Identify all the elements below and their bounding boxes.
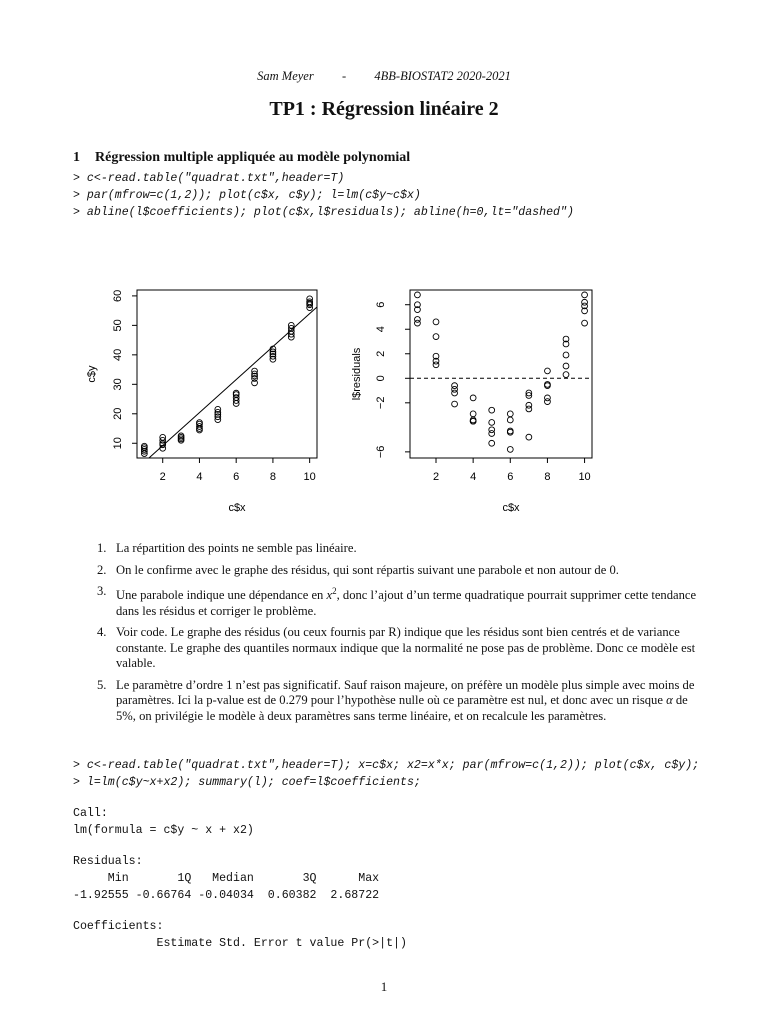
plot-frame [137, 290, 317, 458]
coefficients-header: Estimate Std. Error t value Pr(>|t|) [73, 937, 407, 950]
list-item: 2. On le confirme avec le graphe des résidus, qui sont répartis suivant une parabole et non autour de 0. [97, 562, 619, 577]
x-axis-label: c$x [502, 502, 520, 514]
scatter-plot-residuals [351, 290, 592, 514]
data-point [526, 406, 532, 412]
header-separator: - [341, 69, 347, 83]
header-course: 4BB-BIOSTAT2 2020-2021 [374, 69, 511, 83]
list-item: 1. La répartition des points ne semble pas linéaire. [97, 541, 357, 555]
list-item: 5. Le paramètre d’ordre 1 n’est pas significatif. Sauf raison majeure, on préfère un modèle plus simple avec moins de paramètres. Ici la p-value est de 0.279 pour l’hypothèse nulle où ce paramètre est nul, et donc avec un risque α de 5%, on privilégie le modèle à deux paramètres sans terme linéaire, et on recalcule les paramètres. [97, 677, 695, 723]
data-point [433, 362, 439, 368]
data-point [582, 320, 588, 326]
x-tick-label: 8 [269, 471, 276, 483]
data-point [545, 368, 551, 374]
x-tick-label: 4 [196, 471, 203, 483]
x-tick-label: 2 [159, 471, 166, 483]
call-label: Call: [73, 807, 108, 820]
running-header [0, 69, 768, 84]
data-point [582, 292, 588, 298]
y-tick-label: 4 [374, 326, 387, 333]
code-line: > c<-read.table("quadrat.txt",header=T) [73, 172, 345, 185]
data-point [415, 292, 421, 298]
code-line: > abline(l$coefficients); plot(c$x,l$residuals); abline(h=0,lt="dashed") [73, 206, 574, 219]
data-point [489, 440, 495, 446]
residuals-values: -1.92555 -0.66764 -0.04034 0.60382 2.68722 [73, 889, 380, 902]
data-point [489, 420, 495, 426]
y-tick-label: 10 [111, 437, 124, 450]
call-formula: lm(formula = c$y ~ x + x2) [73, 824, 254, 837]
x-tick-label: 4 [470, 471, 477, 483]
data-point [470, 411, 476, 417]
x-tick-label: 8 [544, 471, 551, 483]
y-tick-label: 0 [374, 375, 387, 382]
data-point [452, 390, 458, 396]
code-line: > l=lm(c$y~x+x2); summary(l); coef=l$coefficients; [73, 776, 421, 789]
code-line: > c<-read.table("quadrat.txt",header=T); x=c$x; x2=x*x; par(mfrow=c(1,2)); plot(c$x, c$y); [73, 759, 700, 772]
section-number: 1 [73, 150, 80, 165]
regression-line [149, 307, 317, 458]
list-item: 3. Une parabole indique une dépendance en $x^2$, donc l’ajout d’un terme quadratique pourrait supprimer cette tendance dans les résidus et corriger le problème. [97, 584, 697, 618]
y-tick-label: 20 [111, 407, 124, 420]
header-author: Sam Meyer [257, 69, 314, 83]
data-point [526, 434, 532, 440]
x-tick-label: 10 [303, 471, 316, 483]
data-point [507, 447, 513, 453]
y-axis-label: l$residuals [350, 347, 363, 401]
page-title: TP1 : Régression linéaire 2 [269, 98, 499, 120]
x-tick-label: 6 [233, 471, 240, 483]
math-x: x [326, 588, 333, 603]
y-tick-label: 30 [111, 378, 124, 391]
data-point [470, 395, 476, 401]
data-point [489, 431, 495, 437]
scatter-plot-y-vs-x [86, 290, 317, 514]
coefficients-label: Coefficients: [73, 920, 164, 933]
data-point [545, 399, 551, 405]
answer-list [97, 541, 698, 730]
data-point [563, 372, 569, 378]
data-point [507, 411, 513, 417]
data-point [563, 363, 569, 369]
section-title: Régression multiple appliquée au modèle polynomial [95, 150, 411, 165]
y-tick-label: 60 [111, 289, 124, 303]
section-heading [73, 150, 410, 166]
figure-scatter-plots [0, 280, 768, 520]
residuals-header: Min 1Q Median 3Q Max [73, 872, 380, 885]
data-point [452, 401, 458, 407]
x-tick-label: 10 [578, 471, 591, 483]
data-point [433, 319, 439, 325]
data-point [507, 417, 513, 423]
math-alpha: α [666, 693, 673, 708]
y-tick-label: 2 [374, 350, 387, 357]
list-item: 4. Voir code. Le graphe des résidus (ou ceux fournis par R) indique que les résidus sont bien centrés et de variance constante. Le graphe des quantiles normaux indique que la normalité ne pose pas de problème. Donc ce modèle est valable. [97, 625, 696, 671]
y-tick-label: −2 [374, 396, 387, 410]
x-tick-label: 2 [432, 471, 440, 483]
y-tick-label: 6 [374, 301, 387, 308]
residuals-label: Residuals: [73, 855, 143, 868]
data-point [415, 320, 421, 326]
plot-frame [410, 290, 592, 458]
y-tick-label: −6 [374, 445, 387, 459]
data-point [563, 352, 569, 358]
page-number: 1 [380, 979, 388, 994]
y-tick-label: 50 [111, 319, 124, 332]
data-point [489, 407, 495, 413]
x-axis-label: c$x [228, 502, 246, 514]
y-axis-label: c$y [85, 365, 98, 383]
y-tick-label: 40 [111, 348, 124, 361]
math-exponent: 2 [332, 586, 337, 596]
data-point [433, 334, 439, 340]
code-line: > par(mfrow=c(1,2)); plot(c$x, c$y); l=lm(c$y~c$x) [73, 189, 421, 202]
x-tick-label: 6 [507, 471, 514, 483]
